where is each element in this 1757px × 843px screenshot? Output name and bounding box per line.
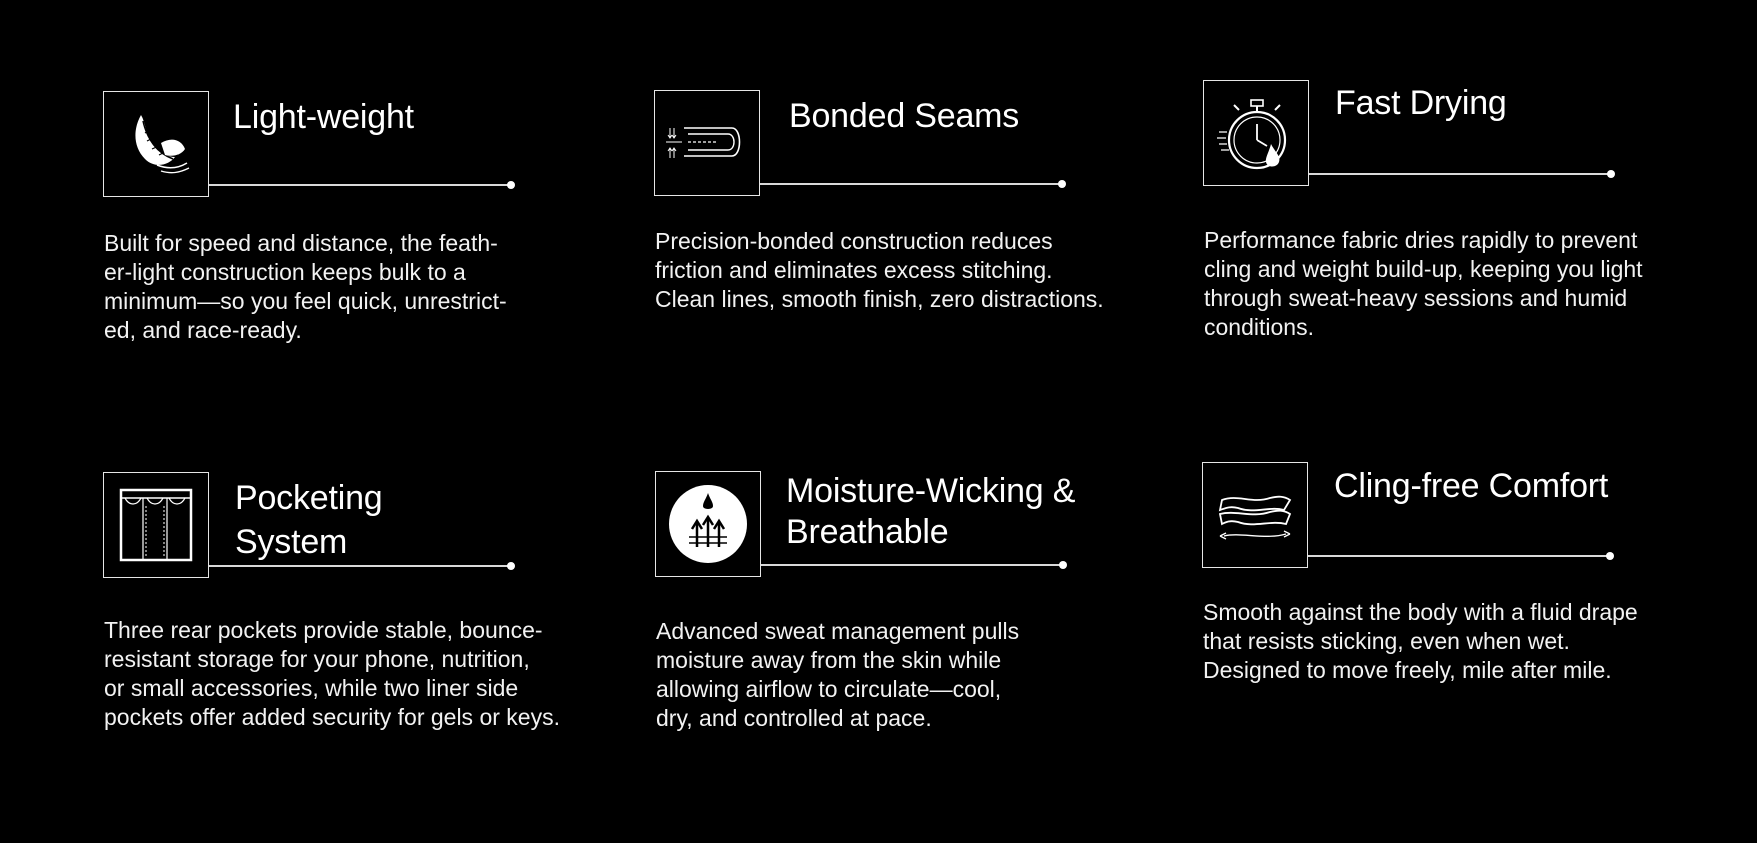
feather-icon: [103, 91, 209, 197]
feature-title: Pocketing System: [235, 479, 383, 561]
divider-line: [1309, 173, 1611, 175]
feature-description: Advanced sweat management pulls moisture away from the skin while allowing airflow to circulate—cool, dry, and controlled at pace.: [656, 618, 1020, 731]
feature-title: Fast Drying: [1335, 84, 1507, 122]
divider-line: [209, 184, 511, 186]
fabric-layers-icon: [1202, 462, 1308, 568]
divider-line: [760, 183, 1062, 185]
divider-line: [761, 564, 1063, 566]
stopwatch-droplet-icon: [1203, 80, 1309, 186]
feature-description: Smooth against the body with a fluid drape that resists sticking, even when wet. Designed to move freely, mile after mile.: [1203, 599, 1638, 683]
feature-description: Performance fabric dries rapidly to prevent cling and weight build-up, keeping you light through sweat-heavy sessions and humid conditions.: [1204, 227, 1643, 340]
bonded-seam-icon: [654, 90, 760, 196]
feature-description: Three rear pockets provide stable, bounce- resistant storage for your phone, nutrition, or small accessories, while two liner side pockets offer added security for gels or keys.: [104, 617, 560, 730]
feature-description: Precision-bonded construction reduces friction and eliminates excess stitching. Clean lines, smooth finish, zero distractions.: [655, 228, 1104, 312]
pockets-icon: [103, 472, 209, 578]
feature-title: Light-weight: [233, 98, 414, 136]
feature-title: Bonded Seams: [789, 97, 1020, 135]
feature-title: Moisture-Wicking & Breathable: [786, 472, 1076, 551]
feature-title: Cling-free Comfort: [1334, 467, 1609, 505]
feature-description: Built for speed and distance, the feath- er-light construction keeps bulk to a minimum—so you feel quick, unrestrict- ed, and race-ready.: [104, 230, 507, 343]
divider-line: [209, 565, 511, 567]
moisture-wicking-icon: [655, 471, 761, 577]
divider-line: [1308, 555, 1610, 557]
